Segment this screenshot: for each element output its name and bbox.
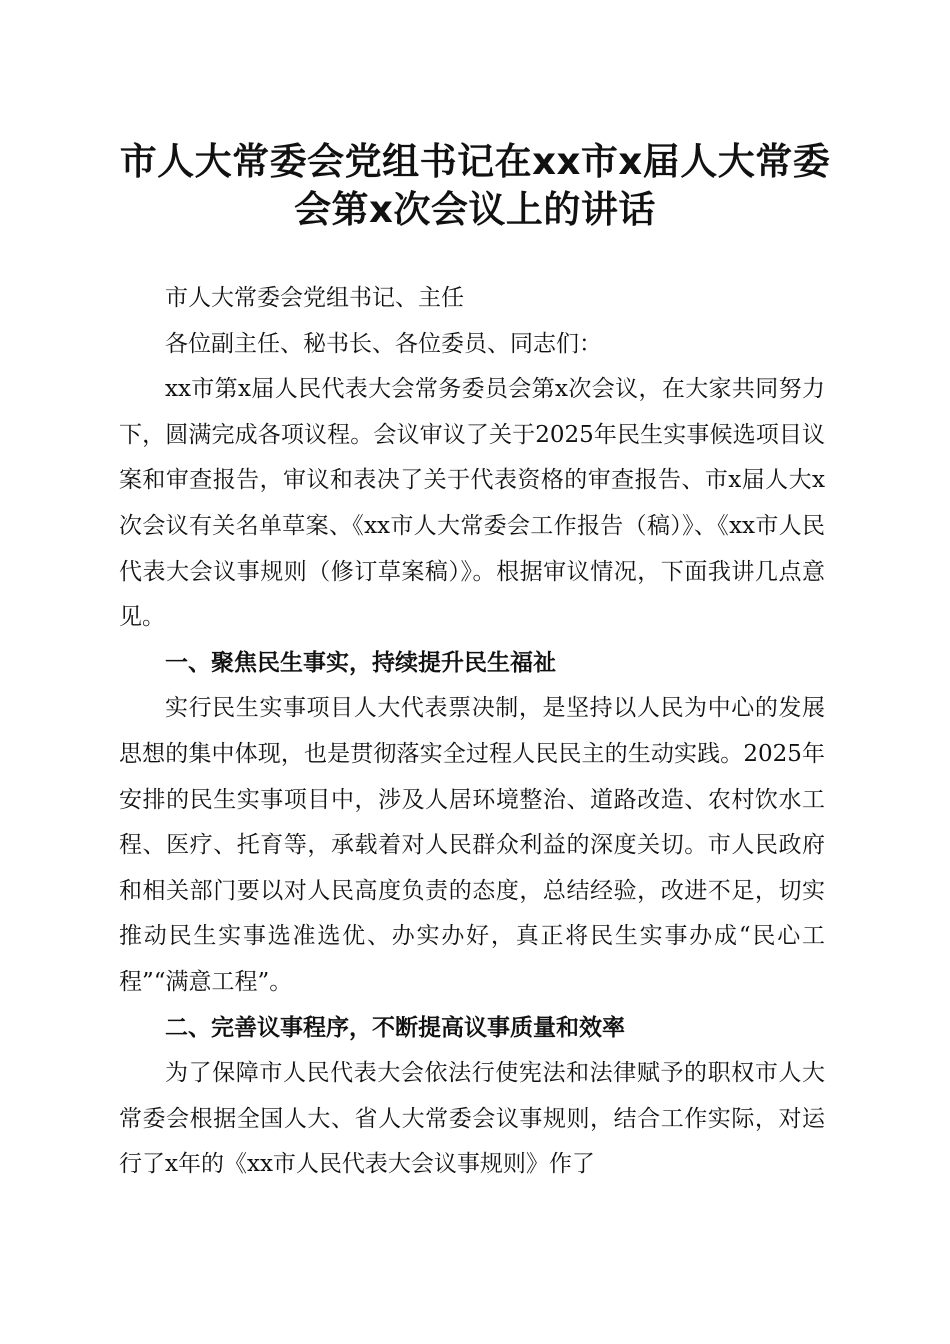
title-line-2: 会第x次会议上的讲话 <box>294 188 656 231</box>
intro-paragraph: xx市第x届人民代表大会常务委员会第x次会议，在大家共同努力下，圆满完成各项议程。会议审议了关于2025年民生实事候选项目议案和审查报告，审议和表决了关于代表资格的审查报告、市x届人大x次会议有关名单草案、《xx市人大常委会工作报告（稿）》、《xx市人民代表大会议事规则（修订草案稿）》。根据审议情况，下面我讲几点意见。 <box>119 376 825 631</box>
salutation: 各位副主任、秘书长、各位委员、同志们： <box>165 330 602 357</box>
section-heading-1: 一、聚焦民生事实，持续提升民生福祉 <box>165 649 556 676</box>
document-body <box>119 276 825 1188</box>
section-1-paragraph: 实行民生实事项目人大代表票决制，是坚持以人民为中心的发展思想的集中体现，也是贯彻落实全过程人民民主的生动实践。2025年安排的民生实事项目中，涉及人居环境整治、道路改造、农村饮水工程、医疗、托育等，承载着对人民群众利益的深度关切。市人民政府和相关部门要以对人民高度负责的态度，总结经验，改进不足，切实推动民生实事选准选优、办实办好，真正将民生实事办成“民心工程”“满意工程”。 <box>119 695 825 995</box>
section-heading-2: 二、完善议事程序，不断提高议事质量和效率 <box>165 1014 625 1041</box>
title-line-1: 市人大常委会党组书记在xx市x届人大常委 <box>119 140 831 183</box>
speaker-line: 市人大常委会党组书记、主任 <box>165 285 464 311</box>
section-2-paragraph: 为了保障市人民代表大会依法行使宪法和法律赋予的职权市人大常委会根据全国人大、省人大常委会议事规则，结合工作实际，对运行了x年的《xx市人民代表大会议事规则》作了 <box>119 1060 825 1178</box>
document-title <box>100 138 850 234</box>
